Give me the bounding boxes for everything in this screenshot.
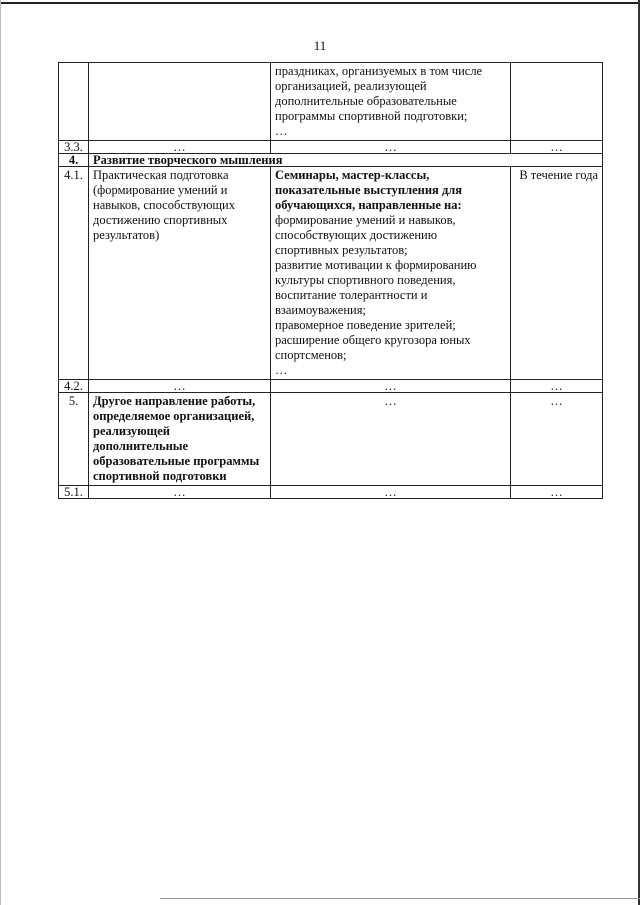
name-line: Другое направление работы, [93,394,256,408]
name-line: навыков, способствующих [93,198,235,212]
content-heading-line: обучающихся, направленные на: [275,198,462,212]
content-line: развитие мотивации к формированию [275,258,477,272]
content-line: способствующих достижению [275,228,438,242]
name-line: реализующей [93,424,170,438]
row-content [271,63,511,141]
content-line: дополнительные образовательные [275,94,457,108]
content-heading-line: Семинары, мастер-классы, [275,168,430,182]
table-row-section-4 [59,154,603,167]
row-number: 3.3. [59,141,89,154]
content-line: формирование умений и навыков, [275,213,456,227]
content-line: расширение общего кругозора юных [275,333,471,347]
content-line: … [275,363,288,377]
row-number: 4. [59,154,89,167]
row-term: В течение года [511,167,603,380]
row-content: … [271,393,511,486]
row-name [89,63,271,141]
page-left-edge [0,0,1,905]
name-line: дополнительные [93,439,189,453]
row-name [89,167,271,380]
row-content: … [271,380,511,393]
row-term: … [511,393,603,486]
content-line: организацией, реализующей [275,79,427,93]
row-content [271,167,511,380]
table-row-continuation [59,63,603,141]
row-number: 5. [59,393,89,486]
row-name: … [89,380,271,393]
name-line: спортивной подготовки [93,469,227,483]
activity-plan-table [58,62,603,499]
name-line: (формирование умений и [93,183,228,197]
row-number [59,63,89,141]
content-line: праздниках, организуемых в том числе [275,64,483,78]
row-name [89,393,271,486]
content-line: программы спортивной подготовки; [275,109,468,123]
table-row-3-3 [59,141,603,154]
content-line: воспитание толерантности и [275,288,428,302]
row-term: … [511,380,603,393]
content-line: спортивных результатов; [275,243,408,257]
name-line: образовательные программы [93,454,260,468]
content-line: … [275,124,288,138]
row-term [511,63,603,141]
page-top-border [0,2,640,4]
table-row-5-1 [59,486,603,499]
name-line: результатов) [93,228,160,242]
row-term: … [511,141,603,154]
table-row-4-1 [59,167,603,380]
table-row-5 [59,393,603,486]
content-line: правомерное поведение зрителей; [275,318,456,332]
page-bottom-edge [160,898,640,899]
row-name: … [89,141,271,154]
row-number: 4.1. [59,167,89,380]
row-term: … [511,486,603,499]
row-number: 4.2. [59,380,89,393]
row-number: 5.1. [59,486,89,499]
content-line: культуры спортивного поведения, [275,273,456,287]
row-content: … [271,141,511,154]
page-number: 11 [313,38,327,53]
content-line: спортсменов; [275,348,347,362]
content-heading-line: показательные выступления для [275,183,463,197]
name-line: Практическая подготовка [93,168,229,182]
row-content: … [271,486,511,499]
row-name: … [89,486,271,499]
name-line: определяемое организацией, [93,409,255,423]
name-line: достижению спортивных [93,213,228,227]
table-row-4-2 [59,380,603,393]
content-line: взаимоуважения; [275,303,366,317]
section-title: Развитие творческого мышления [89,154,603,167]
